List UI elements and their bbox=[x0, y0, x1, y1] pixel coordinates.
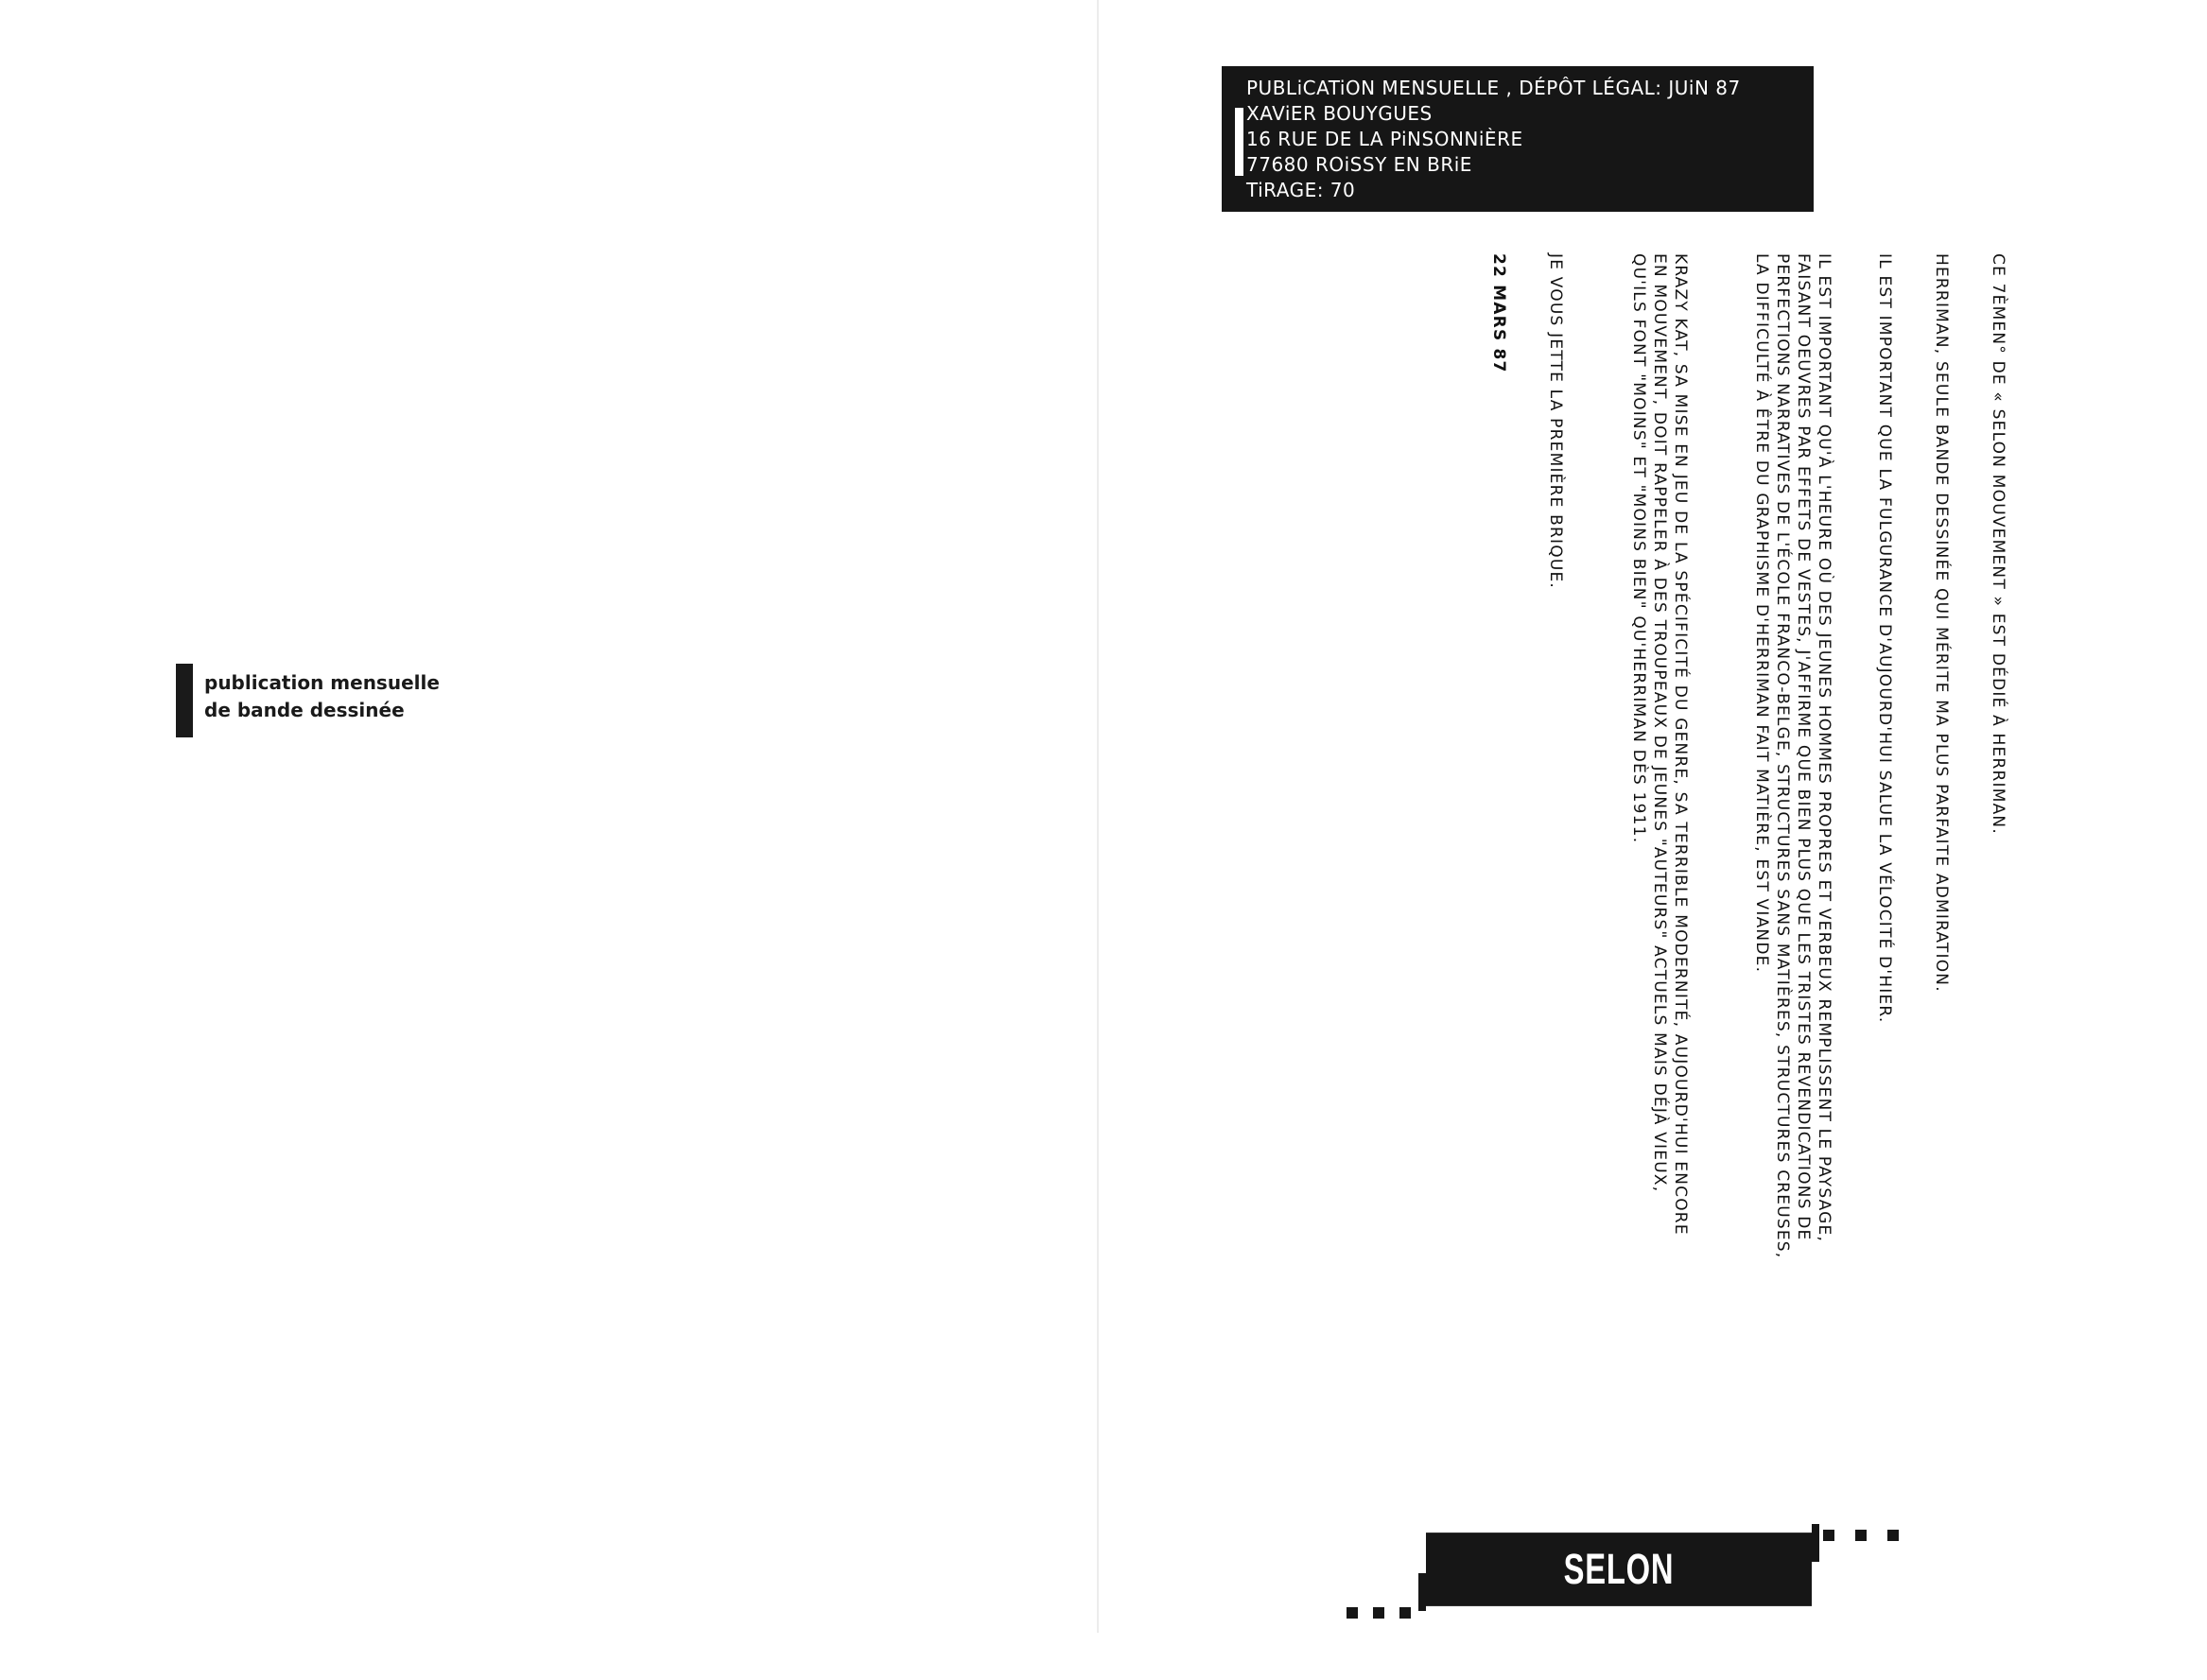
publisher-name: XAViER BOUYGUES bbox=[1246, 102, 1433, 125]
street-address: 16 RUE DE LA PiNSONNiÈRE bbox=[1246, 128, 1523, 150]
tagline-line-2: de bande dessinée bbox=[204, 699, 405, 721]
decor-square-2 bbox=[1855, 1530, 1867, 1541]
paragraph-important-line-4: LA DIFFICULTÉ À ÊTRE DU GRAPHISME D'HERRIMAN FAIT MATIÈRE, EST VIANDE. bbox=[1752, 253, 1771, 974]
paragraph-dedication: CE 7ÈMEN° DE « SELON MOUVEMENT » EST DÉDIÉ À HERRIMAN. bbox=[1989, 253, 2007, 835]
tagline-line-1: publication mensuelle bbox=[204, 671, 440, 694]
decor-square-6 bbox=[1399, 1607, 1411, 1619]
left-page-tagline bbox=[176, 664, 440, 737]
publication-line: PUBLiCATiON MENSUELLE , DÉPÔT LÉGAL: JUiN 87 bbox=[1246, 77, 1741, 99]
paragraph-important bbox=[1751, 253, 1834, 1258]
page-fold bbox=[1097, 0, 1099, 1633]
decor-square-3 bbox=[1887, 1530, 1899, 1541]
decor-square-4 bbox=[1347, 1607, 1358, 1619]
paragraph-important-line-1: IL EST IMPORTANT QU'À L'HEURE OÙ DES JEUNES HOMMES PROPRES ET VERBEUX REMPLISSENT LE PAYSAGE, bbox=[1815, 253, 1833, 1243]
paragraph-krazy-kat bbox=[1628, 253, 1691, 1236]
decor-square-1 bbox=[1823, 1530, 1834, 1541]
paragraph-krazy-kat-line-1: KRAZY KAT, SA MISE EN JEU DE LA SPÉCIFICITÉ DU GENRE, SA TERRIBLE MODERNITÉ, AUJOURD'HUI ENCORE bbox=[1671, 253, 1690, 1236]
paragraph-important-line-3: PERFECTIONS NARRATIVES DE L'ÉCOLE FRANCO-BELGE, STRUCTURES SANS MATIÈRES, STRUCTURES CREUSES, bbox=[1773, 253, 1792, 1259]
paragraph-krazy-kat-line-3: QU'ILS FONT "MOINS" ET "MOINS BIEN" QU'HERRIMAN DÈS 1911. bbox=[1629, 253, 1648, 844]
magazine-title bbox=[1426, 1533, 1812, 1667]
city-address: 77680 ROiSSY EN BRiE bbox=[1246, 153, 1472, 176]
editorial-text bbox=[1347, 253, 2008, 1407]
decor-square-5 bbox=[1373, 1607, 1384, 1619]
date-signature: 22 MARS 87 bbox=[1489, 253, 1508, 373]
paragraph-krazy-kat-line-2: EN MOUVEMENT, DOIT RAPPELER À DES TROUPEAUX DE JEUNES "AUTEURS" ACTUELS MAIS DÉJÀ VIEUX, bbox=[1650, 253, 1669, 1193]
title-tick-left bbox=[1418, 1573, 1426, 1611]
paragraph-important-line-2: FAISANT OEUVRES PAR EFFETS DE VESTES, J'AFFIRME QUE BIEN PLUS QUE LES TRISTES REVENDICATIONS DE bbox=[1794, 253, 1813, 1241]
paragraph-brique: JE VOUS JETTE LA PREMIÈRE BRIQUE. bbox=[1546, 253, 1565, 590]
paragraph-fulgurance: IL EST IMPORTANT QUE LA FULGURANCE D'AUJOURD'HUI SALUE LA VÉLOCITÉ D'HIER. bbox=[1875, 253, 1894, 1024]
magazine-title-text: SELON MOUVEMENT bbox=[1515, 1545, 1723, 1667]
publication-info-box bbox=[1222, 66, 1814, 212]
paragraph-admiration: HERRIMAN, SEULE BANDE DESSINÉE QUI MÉRITE MA PLUS PARFAITE ADMIRATION. bbox=[1932, 253, 1951, 993]
title-tick-right bbox=[1812, 1524, 1819, 1562]
print-run: TiRAGE: 70 bbox=[1246, 179, 1356, 201]
